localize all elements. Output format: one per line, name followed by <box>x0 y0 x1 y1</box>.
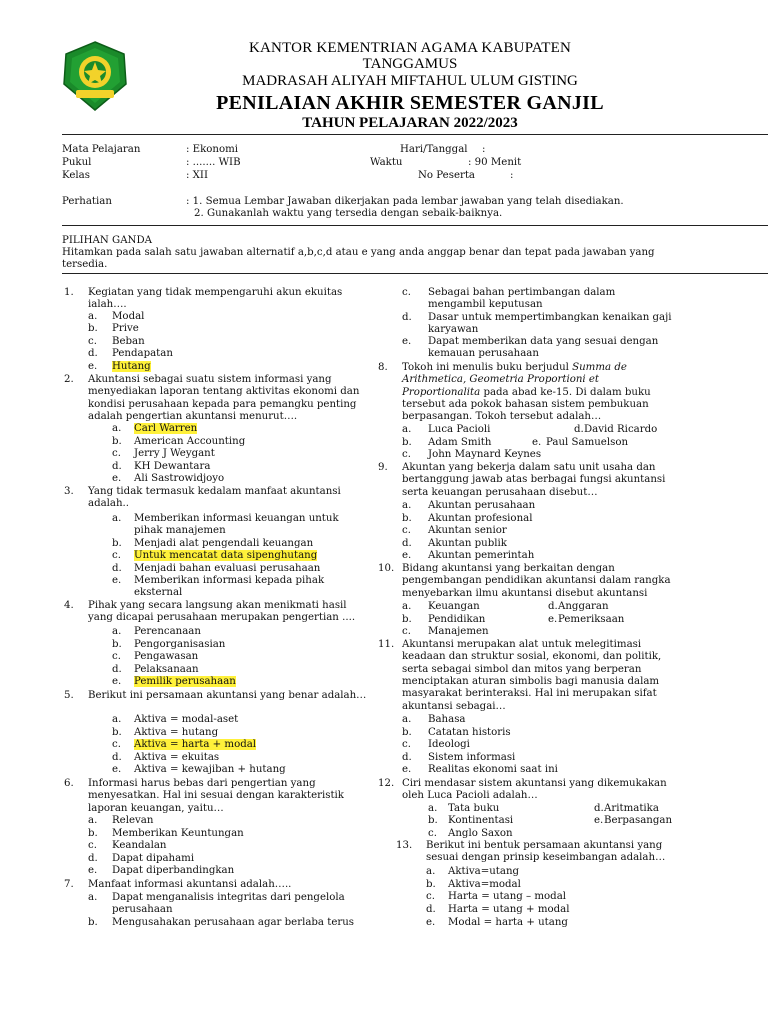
option-text: Harta = utang + modal <box>448 904 570 915</box>
option-d[interactable] <box>604 803 659 815</box>
option-letter[interactable]: b. <box>402 513 412 524</box>
option-text: Pengawasan <box>134 651 199 662</box>
option-e[interactable] <box>112 865 234 877</box>
option-letter[interactable]: c. <box>112 448 121 459</box>
option-text: Realitas ekonomi saat ini <box>428 764 558 775</box>
question-text: Yang tidak termasuk kedalam manfaat akuntansi adalah.. <box>88 486 341 510</box>
option-text: Tata buku <box>448 803 500 814</box>
question-number: 8. <box>378 362 388 373</box>
option-letter[interactable]: b. <box>402 727 412 738</box>
question-number: 1. <box>64 287 74 298</box>
option-letter[interactable]: e. <box>88 361 98 372</box>
option-a[interactable] <box>428 714 466 726</box>
question-number: 10. <box>378 563 395 574</box>
option-text: Aktiva=utang <box>448 866 520 877</box>
option-e[interactable] <box>134 676 236 688</box>
option-letter[interactable]: a. <box>112 423 122 434</box>
question-number: 7. <box>64 879 74 890</box>
option-letter[interactable]: a. <box>112 626 122 637</box>
question-text: Berikut ini persamaan akuntansi yang benar adalah… <box>88 690 367 701</box>
option-c[interactable] <box>428 525 507 537</box>
option-letter[interactable]: b. <box>112 727 122 738</box>
section-title: PILIHAN GANDA <box>62 235 152 246</box>
option-letter[interactable]: d. <box>548 601 558 612</box>
option-c[interactable] <box>112 336 145 348</box>
option-a[interactable] <box>112 892 347 917</box>
option-d[interactable] <box>428 752 515 764</box>
option-letter[interactable]: e. <box>402 550 412 561</box>
option-letter[interactable]: e. <box>532 437 542 448</box>
peserta-value: : <box>510 170 514 181</box>
option-letter[interactable]: b. <box>112 639 122 650</box>
option-c[interactable]: Sebagai bahan pertimbangan dalam mengambil keputusan <box>428 287 616 311</box>
option-b[interactable] <box>134 436 245 448</box>
perhatian-2: 2. Gunakanlah waktu yang tersedia dengan sebaik-baiknya. <box>194 208 503 219</box>
exam-title: PENILAIAN AKHIR SEMESTER GANJIL <box>216 92 604 114</box>
question-text: Informasi harus bebas dari pengertian yang menyesatkan. Hal ini sesuai dengan karakteristik laporan keuangan, yaitu… <box>88 778 344 814</box>
option-text: Dapat diperbandingkan <box>112 865 235 876</box>
option-text: Menjadi bahan evaluasi perusahaan <box>134 563 321 574</box>
option-text: Modal <box>112 311 145 322</box>
option-b[interactable] <box>448 815 513 827</box>
option-text: Aktiva = harta + modal <box>134 739 257 750</box>
option-letter[interactable]: c. <box>402 449 411 460</box>
option-text: Relevan <box>112 815 154 826</box>
option-c[interactable] <box>428 739 470 751</box>
option-a[interactable] <box>112 815 153 827</box>
option-e[interactable] <box>112 361 151 373</box>
option-c[interactable] <box>448 828 513 840</box>
question-number: 4. <box>64 600 74 611</box>
section-instruction-1: Hitamkan pada salah satu jawaban alternatif a,b,c,d atau e yang anda anggap benar dan tepat pada jawaban yang <box>62 247 655 258</box>
option-text: Aktiva = modal-aset <box>134 714 239 725</box>
kelas-value: : XII <box>186 170 208 181</box>
perhatian-1: : 1. Semua Lembar Jawaban dikerjakan pada lembar jawaban yang telah disediakan. <box>186 196 624 207</box>
option-letter[interactable]: b. <box>428 815 438 826</box>
option-letter[interactable]: c. <box>402 525 411 536</box>
option-letter[interactable]: c. <box>428 828 437 839</box>
question-text: Berikut ini bentuk persamaan akuntansi yang sesuai dengan prinsip keseimbangan adalah… <box>426 840 666 864</box>
question-number: 3. <box>64 486 74 497</box>
option-text: Pemeriksaan <box>558 614 625 625</box>
option-d[interactable] <box>448 904 569 916</box>
question-text: Akuntansi sebagai suatu sistem informasi yang menyediakan laporan tentang aktivitas ekonomi dan kondisi perusahaan kepada para pemangku penting adalah pengertian akuntansi menurut…. <box>88 374 360 423</box>
option-d[interactable] <box>134 563 320 575</box>
waktu-value: : 90 Menit <box>468 157 522 168</box>
option-letter[interactable]: d. <box>402 538 412 549</box>
question-number: 13. <box>396 840 413 851</box>
option-letter[interactable]: e. <box>112 473 122 484</box>
option-letter[interactable]: d. <box>112 664 122 675</box>
option-letter[interactable]: d. <box>112 461 122 472</box>
option-a[interactable] <box>134 423 197 435</box>
option-e[interactable] <box>134 473 224 485</box>
option-text: Hutang <box>112 361 151 372</box>
question-text: Akuntan yang bekerja dalam satu unit usaha dan bertanggung jawab atas berbagai fungsi akuntansi serta keuangan perusahaan disebut… <box>402 462 666 498</box>
option-c[interactable] <box>448 891 566 903</box>
option-text: Aktiva = hutang <box>134 727 219 738</box>
option-d[interactable] <box>134 461 210 473</box>
kelas-label: Kelas <box>62 170 90 181</box>
option-text: Modal = harta + utang <box>448 917 568 928</box>
option-text: Dapat dipahami <box>112 853 195 864</box>
option-letter[interactable]: e. <box>88 865 98 876</box>
header-divider <box>62 134 768 135</box>
option-c[interactable] <box>134 448 215 460</box>
option-b[interactable] <box>428 727 511 739</box>
option-a[interactable]: Luca Pacioli <box>428 424 491 435</box>
option-e[interactable] <box>604 815 672 827</box>
option-letter[interactable]: d. <box>426 904 436 915</box>
option-text: Anglo Saxon <box>448 828 513 839</box>
option-letter[interactable]: a. <box>88 892 98 903</box>
option-letter[interactable]: d. <box>112 752 122 763</box>
option-text: Ideologi <box>428 739 470 750</box>
option-b[interactable] <box>112 323 139 335</box>
option-text: Kontinentasi <box>448 815 514 826</box>
question-text: Akuntansi merupakan alat untuk melegitimasi keadaan dan struktur sosial, ekonomi, dan politik, serta sebagai simbol dan mitos yang berperan menciptakan aturan simbolis bagi manusia dalam masyarakat berinteraksi. Hal ini merupakan sifat akuntansi sebagai… <box>402 639 662 712</box>
question-text: Ciri mendasar sistem akuntansi yang dikemukakan oleh Luca Pacioli adalah… <box>402 778 667 802</box>
option-text: Pemilik perusahaan <box>134 676 236 687</box>
option-text: Keandalan <box>112 840 167 851</box>
perhatian-label: Perhatian <box>62 196 112 207</box>
option-letter[interactable]: a. <box>88 311 98 322</box>
option-letter[interactable]: a. <box>402 714 412 725</box>
option-letter[interactable]: c. <box>112 651 121 662</box>
option-d[interactable] <box>112 853 194 865</box>
option-letter[interactable]: e. <box>426 917 436 928</box>
option-a[interactable] <box>134 714 238 726</box>
option-d[interactable] <box>558 601 609 613</box>
option-text: KH Dewantara <box>134 461 211 472</box>
option-letter[interactable]: a. <box>112 714 122 725</box>
question-text: Bidang akuntansi yang berkaitan dengan pengembangan pendidikan akuntansi dalam rangka menyebarkan ilmu akuntansi disebut akuntansi <box>402 563 671 599</box>
option-text: Akuntan senior <box>428 525 507 536</box>
option-text: Memberikan Keuntungan <box>112 828 244 839</box>
option-text: Aritmatika <box>604 803 659 814</box>
option-letter[interactable]: b. <box>426 879 436 890</box>
option-c[interactable] <box>134 651 198 663</box>
option-letter[interactable]: b. <box>88 828 98 839</box>
waktu-label: Waktu <box>370 157 403 168</box>
option-text: Aktiva=modal <box>448 879 521 890</box>
option-a[interactable] <box>134 626 201 638</box>
info-divider <box>62 225 768 226</box>
question-number: 5. <box>64 690 74 701</box>
mapel-value: : Ekonomi <box>186 144 239 155</box>
option-letter[interactable]: a. <box>112 513 122 524</box>
option-letter[interactable]: c. <box>112 550 121 561</box>
school-logo <box>62 40 128 112</box>
option-text: Jerry J Weygant <box>134 448 215 459</box>
option-text: Bahasa <box>428 714 466 725</box>
option-letter[interactable]: c. <box>88 840 97 851</box>
option-text: Beban <box>112 336 145 347</box>
option-a[interactable] <box>448 803 499 815</box>
option-b[interactable] <box>428 614 485 626</box>
option-c[interactable] <box>134 739 256 751</box>
option-e[interactable] <box>428 764 558 776</box>
option-e[interactable] <box>134 575 334 600</box>
option-text: Pendapatan <box>112 348 173 359</box>
option-a[interactable] <box>428 601 480 613</box>
option-text: Pelaksanaan <box>134 664 199 675</box>
option-text: Pengorganisasian <box>134 639 226 650</box>
option-text: Sistem informasi <box>428 752 516 763</box>
book-title: Summa de Arithmetica, Geometria Proportioni et Proportionalita <box>402 362 627 398</box>
option-a[interactable] <box>112 311 144 323</box>
option-letter[interactable]: a. <box>402 500 412 511</box>
option-b[interactable] <box>428 513 532 525</box>
option-letter[interactable]: d. <box>402 312 412 323</box>
option-text: Aktiva = kewajiban + hutang <box>134 764 286 775</box>
option-letter[interactable]: a. <box>402 601 412 612</box>
option-b[interactable] <box>112 828 244 840</box>
option-a[interactable] <box>134 513 354 538</box>
option-letter[interactable]: d. <box>594 803 604 814</box>
option-e[interactable]: Paul Samuelson <box>546 437 629 448</box>
option-letter[interactable]: c. <box>426 891 435 902</box>
option-c[interactable] <box>134 550 317 562</box>
option-letter[interactable]: b. <box>112 436 122 447</box>
option-text: Keuangan <box>428 601 480 612</box>
question-text-part: pada abad ke-15. Di dalam buku tersebut ada pokok bahasan sistem pembukuan berpasangan. Tokoh tersebut adalah… <box>402 386 651 423</box>
option-e[interactable]: Dapat memberikan data yang sesuai dengan kemauan perusahaan <box>428 336 659 360</box>
option-d[interactable]: Dasar untuk mempertimbangkan kenaikan gaji karyawan <box>428 312 672 336</box>
option-e[interactable] <box>134 764 286 776</box>
question-text <box>402 362 672 424</box>
question-text: Manfaat informasi akuntansi adalah….. <box>88 879 292 890</box>
option-letter[interactable]: b. <box>402 437 412 448</box>
option-letter[interactable]: a. <box>428 803 438 814</box>
option-text: Mengusahakan perusahaan agar berlaba terus <box>112 917 355 928</box>
option-text: Memberikan informasi kepada pihak eksternal <box>134 575 325 599</box>
option-letter[interactable]: a. <box>402 424 412 435</box>
option-text: Anggaran <box>558 601 609 612</box>
option-letter[interactable]: d. <box>402 752 412 763</box>
office-name: KANTOR KEMENTRIAN AGAMA KABUPATEN <box>248 40 572 56</box>
option-text: Akuntan publik <box>428 538 507 549</box>
option-text: Catatan historis <box>428 727 511 738</box>
option-text: Akuntan pemerintah <box>428 550 535 561</box>
option-letter[interactable]: e. <box>112 764 122 775</box>
school-name: MADRASAH ALIYAH MIFTAHUL ULUM GISTING <box>242 73 578 89</box>
option-text: Akuntan profesional <box>428 513 533 524</box>
option-text: Perencanaan <box>134 626 201 637</box>
option-letter[interactable]: e. <box>402 764 412 775</box>
question-text: Pihak yang secara langsung akan menikmati hasil yang dicapai perusahaan merupakan pengertian .... <box>88 600 356 624</box>
option-c[interactable]: John Maynard Keynes <box>428 449 542 460</box>
question-text-part: Tokoh ini menulis buku berjudul <box>402 362 569 373</box>
option-b[interactable] <box>448 879 521 891</box>
option-letter[interactable]: d. <box>88 348 98 359</box>
option-d[interactable] <box>112 348 173 360</box>
option-b[interactable] <box>112 917 354 929</box>
pukul-value: : ....... WIB <box>186 157 241 168</box>
option-b[interactable]: Adam Smith <box>428 437 492 448</box>
option-text: Untuk mencatat data sipenghutang <box>134 550 318 561</box>
option-text: Berpasangan <box>604 815 672 826</box>
option-b[interactable] <box>134 538 313 550</box>
option-e[interactable] <box>448 917 568 929</box>
option-letter[interactable]: c. <box>402 287 411 298</box>
option-text: Pendidikan <box>428 614 486 625</box>
mapel-label: Mata Pelajaran <box>62 144 141 155</box>
option-letter[interactable]: b. <box>402 614 412 625</box>
option-letter[interactable]: c. <box>402 626 411 637</box>
question-number: 11. <box>378 639 395 650</box>
option-letter[interactable]: c. <box>88 336 97 347</box>
hari-label: Hari/Tanggal <box>400 144 468 155</box>
question-number: 6. <box>64 778 74 789</box>
option-text: Dapat menganalisis integritas dari pengelola perusahaan <box>112 892 345 916</box>
option-d[interactable]: David Ricardo <box>584 424 658 435</box>
hari-value: : <box>482 144 486 155</box>
option-a[interactable] <box>448 866 519 878</box>
option-letter[interactable]: c. <box>112 739 121 750</box>
question-number: 9. <box>378 462 388 473</box>
option-letter[interactable]: e. <box>594 815 604 826</box>
option-letter[interactable]: e. <box>402 336 412 347</box>
question-number: 12. <box>378 778 395 789</box>
pukul-label: Pukul <box>62 157 92 168</box>
option-letter[interactable]: c. <box>402 739 411 750</box>
option-letter[interactable]: d. <box>574 424 584 435</box>
option-text: Prive <box>112 323 139 334</box>
option-d[interactable] <box>134 752 219 764</box>
option-text: Memberikan informasi keuangan untuk pihak manajemen <box>134 513 339 537</box>
option-text: Harta = utang – modal <box>448 891 567 902</box>
option-c[interactable] <box>428 626 489 638</box>
option-c[interactable] <box>112 840 167 852</box>
office-district: TANGGAMUS <box>362 56 458 72</box>
option-letter[interactable]: e. <box>112 676 122 687</box>
option-text: Menjadi alat pengendali keuangan <box>134 538 314 549</box>
question-text: Kegiatan yang tidak mempengaruhi akun ekuitas ialah…. <box>88 287 343 311</box>
option-e[interactable] <box>428 550 534 562</box>
option-a[interactable] <box>428 500 535 512</box>
option-letter[interactable]: e. <box>548 614 558 625</box>
school-year: TAHUN PELAJARAN 2022/2023 <box>302 115 518 131</box>
option-letter[interactable]: d. <box>112 563 122 574</box>
option-text: Ali Sastrowidjoyo <box>134 473 225 484</box>
option-b[interactable] <box>134 639 225 651</box>
option-letter[interactable]: b. <box>112 538 122 549</box>
section-instruction-2: tersedia. <box>62 259 108 270</box>
option-letter[interactable]: a. <box>88 815 98 826</box>
option-d[interactable] <box>428 538 507 550</box>
option-text: Carl Warren <box>134 423 198 434</box>
option-text: Aktiva = ekuitas <box>134 752 220 763</box>
option-b[interactable] <box>134 727 218 739</box>
option-e[interactable] <box>558 614 624 626</box>
option-letter[interactable]: e. <box>112 575 122 586</box>
option-text: American Accounting <box>134 436 246 447</box>
option-letter[interactable]: b. <box>88 323 98 334</box>
option-letter[interactable]: d. <box>88 853 98 864</box>
peserta-label: No Peserta <box>418 170 476 181</box>
question-number: 2. <box>64 374 74 385</box>
option-text: Manajemen <box>428 626 489 637</box>
option-letter[interactable]: b. <box>88 917 98 928</box>
option-d[interactable] <box>134 664 199 676</box>
section-divider <box>62 273 768 274</box>
option-text: Akuntan perusahaan <box>428 500 536 511</box>
option-letter[interactable]: a. <box>426 866 436 877</box>
